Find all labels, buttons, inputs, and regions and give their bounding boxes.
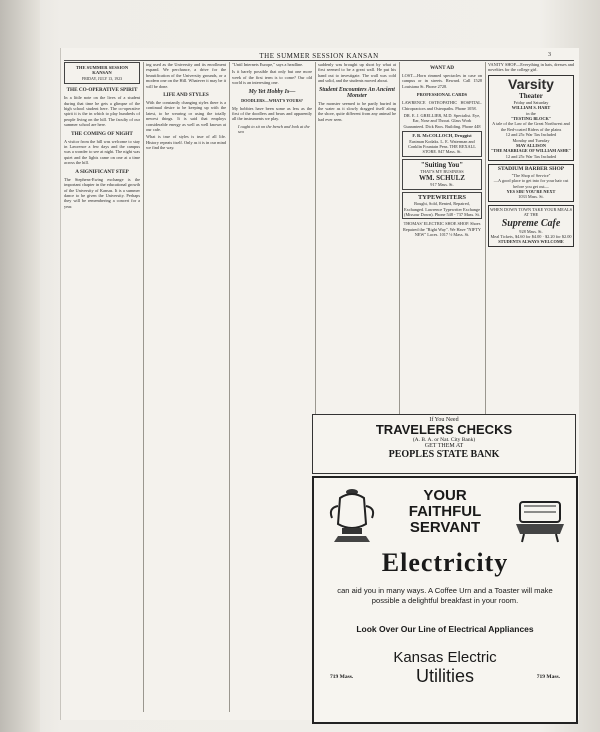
yes-sir: YES SIR! YOU'RE NEXT (506, 189, 556, 194)
column-3 (232, 62, 312, 712)
typewriters-text: Bought, Sold, Rented, Repaired, Exchanged. Lawrence Typewriter Exchange (Missour Down). Phone 548 - 737 Mass. St. (404, 201, 480, 217)
poem-line: I ought to sit on the bench and look at the sea (238, 123, 310, 135)
movie-2-title: "THE MARRIAGE OF WILLIAM ASHE" (490, 148, 572, 154)
column-6 (488, 62, 574, 472)
thomas-shoe-ad: THOMAS' ELECTRIC SHOE SHOP. Shoes Repaired the "Right Way". We Have "NIFTY NEW" Laces. 1017 ½ Mass. St. (402, 221, 482, 238)
allison-name: MAY ALLISON (516, 143, 546, 149)
column-rule-3 (315, 62, 316, 472)
headline-significant: A SIGNIFICANT STEP (75, 168, 129, 175)
article-term-text: Is it barely possible that only but one more week of the first term is to come? Our old world is an interesting one. (232, 69, 312, 86)
stadium-barber-ad (488, 164, 574, 202)
look-over-text: Look Over Our Line of Electrical Appliances (356, 624, 534, 634)
article-history-text: What is true of styles is true of all life. History repeats itself. Only as it is in our mind we find the way. (146, 134, 226, 151)
article-significant-text: The Stephens-Ewing exchange is the important chapter in the educational growth of the University of Kansas. It is a summer dance to be given the University. Perhaps they will be remembering a concert for a year. (64, 176, 140, 209)
faithful-text: FAITHFUL (408, 503, 482, 520)
grellier-card: DR. E. J. GRELLIER, M.D. Specialist. Eye, Ear, Nose and Throat. Glass Work Guaranteed. Dick Bros. Building. Phone 448 (403, 113, 481, 129)
article-styles-text: With the constantly changing styles there is a continual desire to be keeping up with the latest, to be wearing or using the totally newest things. It is said that employs considerable energy as well as well known at our cafe. (146, 100, 226, 133)
article-night-text: A visitor from the hill was welcome to stay in Lawrence a few days and the campus was a wonder to see at night. The night was quiet and the lights came on one at a time across the hill. (64, 138, 140, 166)
coffee-urn-icon (324, 484, 380, 546)
professional-cards-text: LAWRENCE OSTEOPATHIC HOSPITAL. Chiropractors and Osteopaths. Phone 1058. (402, 100, 482, 111)
schulz-name: WM. SCHULZ (419, 174, 465, 183)
column-rule-5 (485, 62, 486, 472)
mon-tue: Monday and Tuesday (512, 137, 550, 143)
movie-1-text: A tale of the Law of the Great Northwest and the Red-coated Riders of the plains (492, 121, 570, 132)
article-hobby-text: My hobbies have been some as less as the first of the doodlers and bears and apparently all the instruments we play. (232, 105, 312, 122)
stadium-address: 1033 Mass. St. (518, 194, 544, 200)
hart-name: WILLIAM S. HART (511, 105, 551, 111)
europe-quote: "Until Internets Europe," says a headline. (232, 62, 304, 67)
article-beautification-text: ing used as the University and its enrollment expand. We perchance, a drive for the beautification of the University grounds, or a modern one on the Hill. Whatever it may be it will be done. (146, 62, 226, 89)
electricity-ad (312, 476, 578, 724)
headline-coop: THE CO-OPERATIVE SPIRIT (66, 87, 138, 94)
toaster-icon (510, 484, 570, 546)
want-ad-head: WANT AD (430, 65, 454, 71)
tax-1: 12 and 25c War Tax Included (505, 132, 557, 138)
column-2 (146, 62, 226, 712)
druggist-text: Eastman Kodaks. L. E. Waterman and Conklin Fountain Pens. THE REXALL STORE. 847 Mass. St. (408, 138, 476, 155)
varsity-theater-ad (488, 75, 574, 161)
travelers-checks-title: TRAVELERS CHECKS (375, 422, 513, 437)
travelers-sub: (A. B. A. or Nat. City Bank) (412, 437, 476, 443)
article-coop-text: In a little note on the lives of a student during that time he gets a glimpse of the high school student here. The co-operative spirit it is the in which to play hundreds of people living on the hill. The faculty of our summer school are here. (64, 95, 140, 128)
vanity-shop-text: VANITY SHOP—Everything in hats, dresses and novelties for the college girl. (488, 62, 574, 73)
electricity-title: Electricity (381, 548, 509, 577)
staff-head: THE SUMMER SESSION KANSAN (75, 65, 129, 76)
peoples-state-bank: PEOPLES STATE BANK (388, 449, 500, 460)
faithful-servant-block (384, 488, 506, 536)
hobby-subhead: DOODLERS—WHAT'S YOURS? (241, 97, 303, 103)
staff-box (64, 62, 140, 84)
varsity-title: Varsity (508, 75, 554, 92)
headline-night: THE COMING OF NIGHT (71, 130, 133, 137)
supreme-title: Supreme Cafe (501, 217, 561, 229)
article-wall-text: suddenly was brought up short by what at first seemed to be a great wall. He put his hand out to investigate. The wall was cold and solid, and the students moved about. (318, 62, 396, 84)
column-rule-4 (399, 62, 400, 472)
servant-text: SERVANT (409, 519, 481, 536)
movie-1-title: "TESTING BLOCK" (510, 116, 552, 122)
typewriters-head: TYPEWRITERS (417, 193, 467, 201)
suiting-you: "Suiting You" (420, 160, 464, 169)
supreme-cafe-ad (488, 205, 574, 247)
tax-2: 12 and 25c War Tax Included (505, 153, 557, 159)
column-5 (402, 62, 482, 472)
stadium-sub: "The Shop of Service" (511, 172, 551, 178)
suiting-sub: THAT'S MY BUSINESS (420, 168, 464, 174)
article-monster-text: The monster seemed to be partly buried in the water as it slowly dragged itself along the shore, quite different from any animal he had ever seen. (318, 100, 396, 122)
schulz-address: 917 Mass. St. (430, 182, 454, 188)
typewriter-ad (402, 192, 482, 220)
headline-hobby: My Yet Hobby Is— (248, 88, 296, 95)
druggist-ad (402, 131, 482, 157)
students-welcome: STUDENTS ALWAYS WELCOME (498, 239, 564, 245)
utilities-title: Utilities (415, 666, 474, 686)
kansas-electric-title: Kansas Electric (393, 649, 497, 666)
column-rule-1 (143, 62, 144, 712)
address-right: 719 Mass. (536, 674, 560, 680)
downtown-text: WHEN DOWN TOWN TAKE YOUR MEALS AT THE (490, 206, 572, 218)
travelers-if-you-need: If You Need (429, 417, 459, 423)
meal-tickets: Meal Tickets, $4.60 for $4.00 · $2.20 for $2.00 (490, 234, 572, 240)
headline-life-styles: LIFE AND STYLES (163, 92, 209, 99)
headline-student-encounters: Student Encounters An Ancient Monster (319, 86, 395, 99)
address-left: 719 Mass. (330, 674, 354, 680)
schulz-ad (402, 159, 482, 190)
masthead-rule (64, 60, 574, 61)
get-them-at: GET THEM AT (424, 443, 464, 449)
masthead-title: THE SUMMER SESSION KANSAN (259, 52, 379, 60)
in-the: in the (526, 110, 536, 116)
professional-cards-head: PROFESSIONAL CARDS (416, 92, 468, 98)
electricity-body: can aid you in many ways. A Coffee Urn and a Toaster will make possible a delightful breakfast in your room. (337, 586, 553, 605)
staff-date: FRIDAY, JULY 13, 1923 (81, 75, 123, 81)
druggist-name: F. B. McCOLLOCH, Druggist (412, 133, 472, 139)
supreme-address: 928 Mass. St. (519, 228, 543, 234)
want-ad-text: LOST—Horn rimmed spectacles in case on campus or in streets. Reward. Call 1528 Louisiana St. Phone 2728. (402, 73, 482, 89)
column-1 (64, 62, 140, 712)
travelers-checks-ad (312, 414, 576, 474)
theater-title: Theater (519, 91, 543, 100)
column-4 (318, 62, 396, 472)
book-binding (0, 0, 40, 732)
page-number: 3 (548, 52, 551, 58)
column-rule-2 (229, 62, 230, 712)
your-text: YOUR (423, 487, 467, 504)
stadium-text: —A good place to get into for your hair cut before you get out— (493, 178, 569, 189)
stadium-title: STADIUM BARBER SHOP (497, 166, 565, 173)
fri-sat: Friday and Saturday (513, 99, 549, 105)
